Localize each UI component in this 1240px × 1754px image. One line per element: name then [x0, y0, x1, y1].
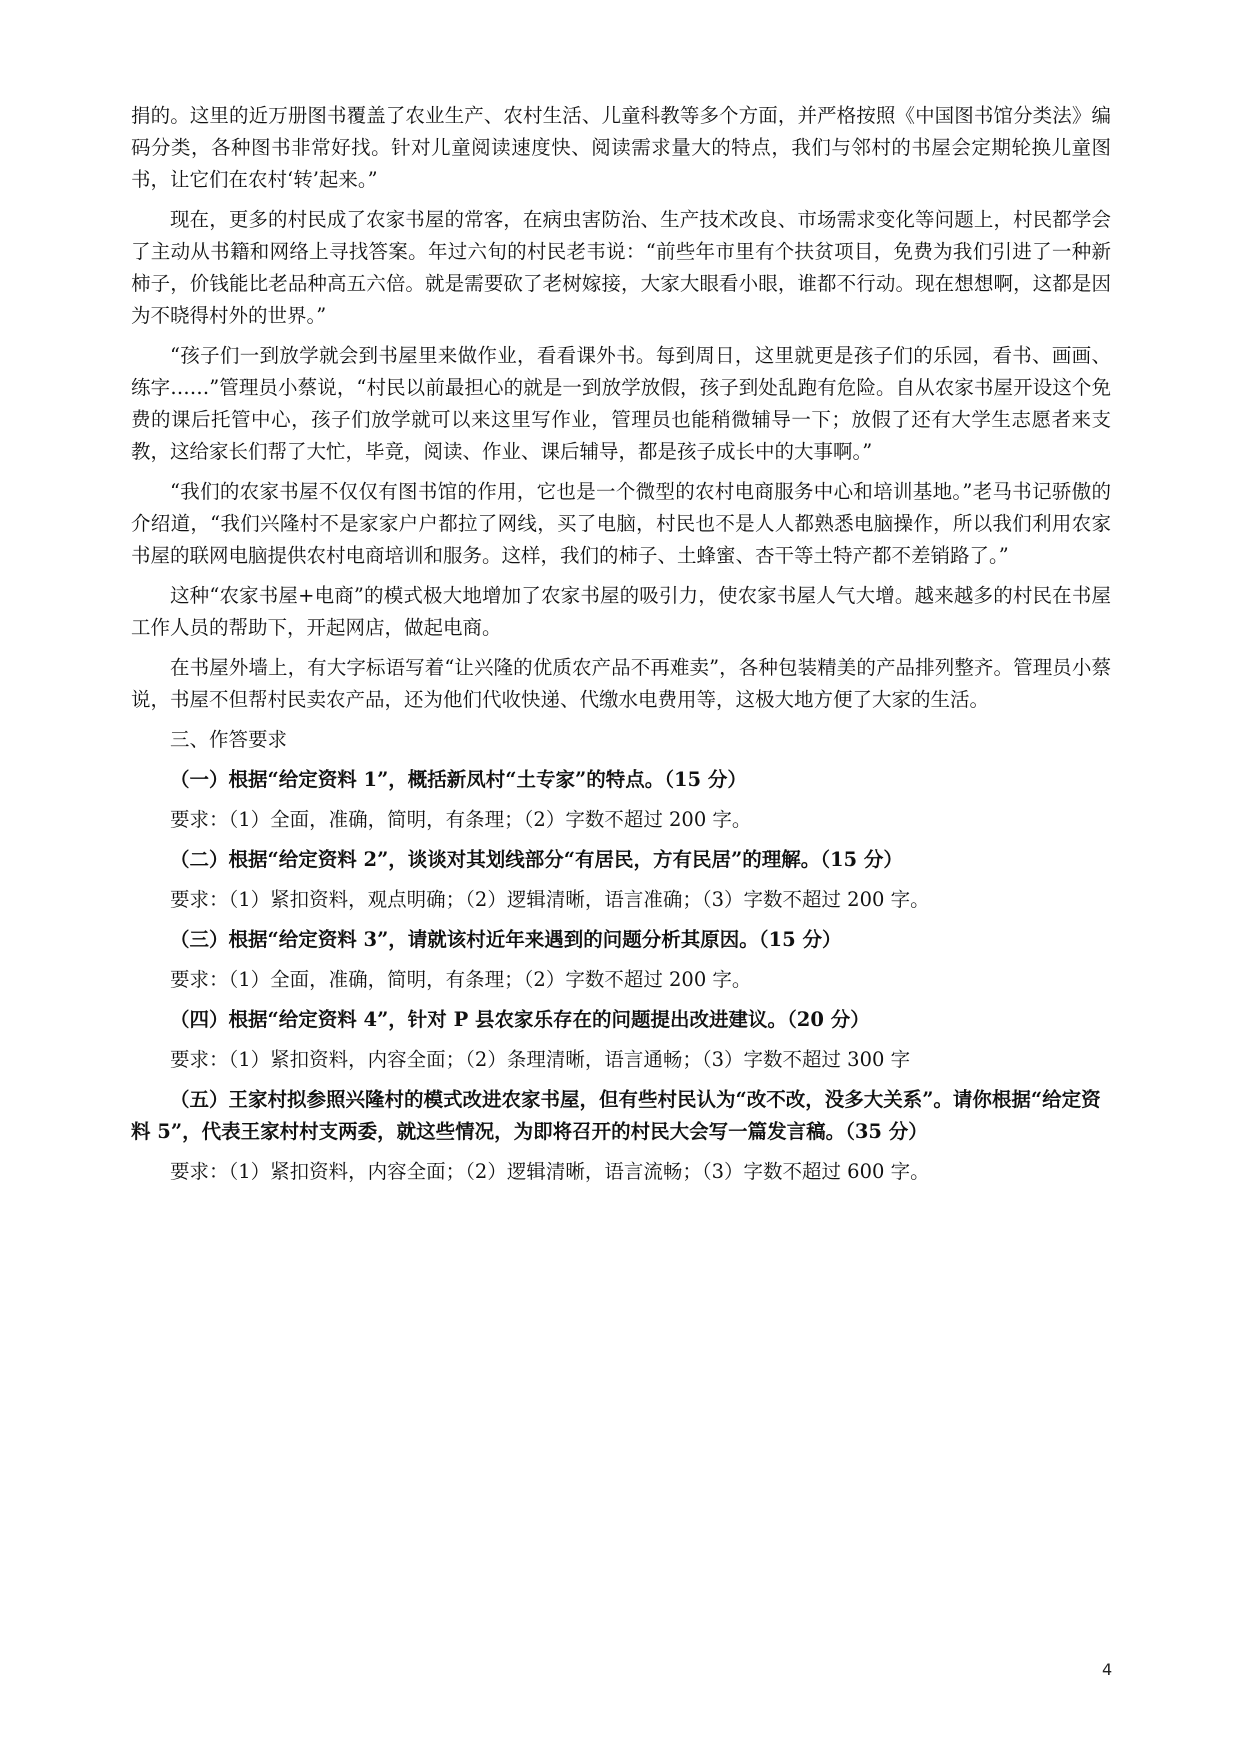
body-paragraph: 这种“农家书屋+电商”的模式极大地增加了农家书屋的吸引力，使农家书屋人气大增。越来越多的村民在书屋工作人员的帮助下，开起网店，做起电商。	[131, 584, 1111, 639]
question-title: （一）根据“给定资料 1”，概括新凤村“土专家”的特点。（15 分）	[170, 768, 747, 791]
question-title: （五）王家村拟参照兴隆村的模式改进农家书屋，但有些村民认为“改不改，没多大关系”。请你根据“给定资料 5”，代表王家村村支两委，就这些情况，为即将召开的村民大会写一篇发言稿。（35 分）	[131, 1088, 1101, 1143]
question-requirement: 要求：（1）紧扣资料，内容全面；（2）条理清晰，语言通畅；（3）字数不超过 300 字	[170, 1048, 911, 1071]
question-requirement: 要求：（1）紧扣资料，观点明确；（2）逻辑清晰，语言准确；（3）字数不超过 200 字。	[170, 888, 930, 911]
body-paragraph: 捐的。这里的近万册图书覆盖了农业生产、农村生活、儿童科教等多个方面，并严格按照《中国图书馆分类法》编码分类，各种图书非常好找。针对儿童阅读速度快、阅读需求量大的特点，我们与邻村的书屋会定期轮换儿童图书，让它们在农村‘转’起来。”	[131, 104, 1111, 191]
body-paragraph: “我们的农家书屋不仅仅有图书馆的作用，它也是一个微型的农村电商服务中心和培训基地。”老马书记骄傲的介绍道，“我们兴隆村不是家家户户都拉了网线，买了电脑，村民也不是人人都熟悉电脑操作，所以我们利用农家书屋的联网电脑提供农村电商培训和服务。这样，我们的柿子、土蜂蜜、杏干等土特产都不差销路了。”	[131, 480, 1111, 567]
body-paragraph: 在书屋外墙上，有大字标语写着“让兴隆的优质农产品不再难卖”，各种包装精美的产品排列整齐。管理员小蔡说，书屋不但帮村民卖农产品，还为他们代收快递、代缴水电费用等，这极大地方便了大家的生活。	[131, 656, 1111, 711]
question-title: （四）根据“给定资料 4”，针对 P 县农家乐存在的问题提出改进建议。（20 分）	[170, 1008, 870, 1031]
question-requirement: 要求：（1）全面，准确，简明，有条理；（2）字数不超过 200 字。	[170, 808, 752, 831]
question-requirement: 要求：（1）全面，准确，简明，有条理；（2）字数不超过 200 字。	[170, 968, 752, 991]
page-number: 4	[1102, 1660, 1113, 1679]
document-page	[131, 100, 1111, 1196]
question-requirement: 要求：（1）紧扣资料，内容全面；（2）逻辑清晰，语言流畅；（3）字数不超过 600 字。	[170, 1160, 930, 1183]
section-heading: 三、作答要求	[170, 728, 288, 751]
question-title: （二）根据“给定资料 2”，谈谈对其划线部分“有居民，方有民居”的理解。（15 分）	[170, 848, 903, 871]
question-title: （三）根据“给定资料 3”，请就该村近年来遇到的问题分析其原因。（15 分）	[170, 928, 842, 951]
body-paragraph: “孩子们一到放学就会到书屋里来做作业，看看课外书。每到周日，这里就更是孩子们的乐园，看书、画画、练字……”管理员小蔡说，“村民以前最担心的就是一到放学放假，孩子到处乱跑有危险。自从农家书屋开设这个免费的课后托管中心，孩子们放学就可以来这里写作业，管理员也能稍微辅导一下；放假了还有大学生志愿者来支教，这给家长们帮了大忙，毕竟，阅读、作业、课后辅导，都是孩子成长中的大事啊。”	[131, 344, 1111, 463]
body-paragraph: 现在，更多的村民成了农家书屋的常客，在病虫害防治、生产技术改良、市场需求变化等问题上，村民都学会了主动从书籍和网络上寻找答案。年过六旬的村民老韦说：“前些年市里有个扶贫项目，免费为我们引进了一种新柿子，价钱能比老品种高五六倍。就是需要砍了老树嫁接，大家大眼看小眼，谁都不行动。现在想想啊，这都是因为不晓得村外的世界。”	[131, 208, 1111, 327]
